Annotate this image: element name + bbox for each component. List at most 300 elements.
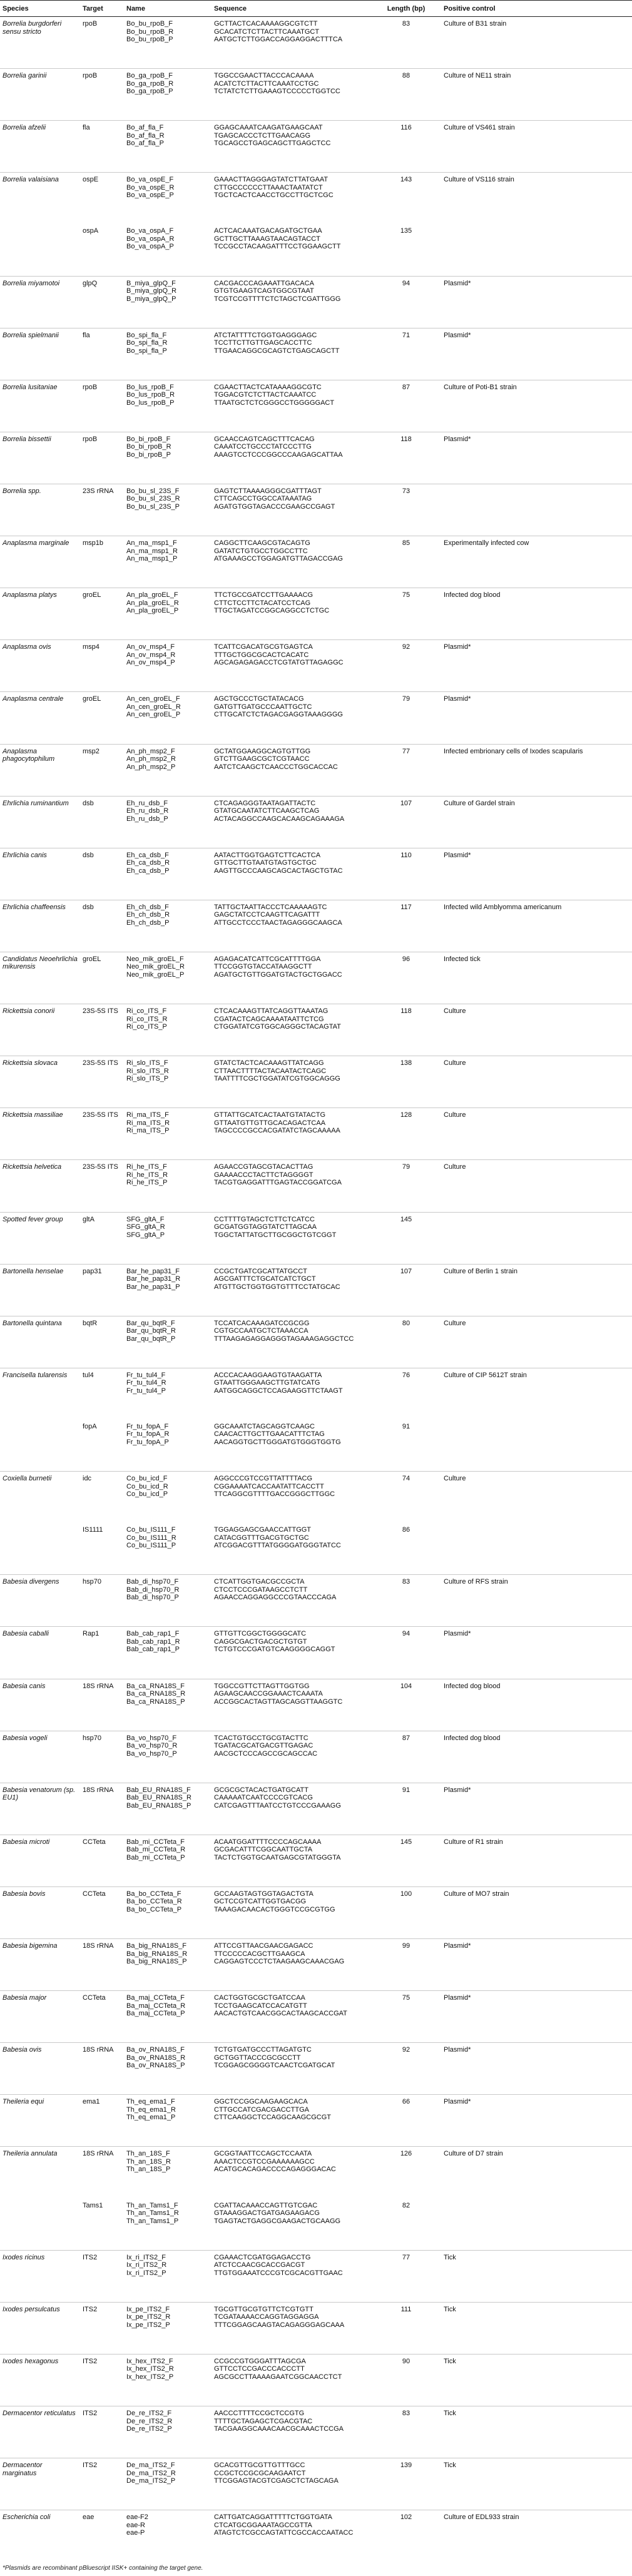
positive-control-cell: Infected wild Amblyomma americanum: [441, 900, 632, 952]
positive-control-cell: Culture: [441, 1316, 632, 1368]
primer-name: Ba_bo_CCTeta_R: [126, 1898, 182, 1906]
sequence-cell: [212, 1212, 371, 1264]
name-cell: [124, 1472, 212, 1524]
primer-name: Ri_he_ITS_R: [126, 1171, 168, 1179]
sequence-cell: [212, 2302, 371, 2354]
length-cell: 79: [371, 1160, 441, 1212]
species-cell: Babesia bovis: [0, 1886, 80, 1938]
primer-sequence: AACAGGTGCTTGGGATGTGGGTGGTG: [214, 1438, 341, 1446]
primer-name: Eh_ca_dsb_F: [126, 851, 169, 859]
species-cell: Babesia ovis: [0, 2043, 80, 2095]
positive-control-cell: Tick: [441, 2458, 632, 2510]
primer-name: Eh_ch_dsb_R: [126, 911, 170, 919]
name-cell: [124, 1627, 212, 1679]
target-cell: CCTeta: [80, 1886, 124, 1938]
sequence-cell: [212, 744, 371, 796]
table-row: [0, 2458, 632, 2510]
species-cell: Babesia canis: [0, 1679, 80, 1731]
sequence-cell: [212, 1575, 371, 1627]
length-cell: 76: [371, 1368, 441, 1420]
target-cell: fla: [80, 328, 124, 380]
length-cell: 66: [371, 2095, 441, 2147]
name-cell: [124, 121, 212, 173]
sequence-cell: [212, 380, 371, 432]
primer-name: Ba_vo_hsp70_R: [126, 1742, 178, 1750]
table-row: [0, 484, 632, 536]
primer-name: SFG_gltA_R: [126, 1223, 165, 1231]
name-cell: [124, 432, 212, 484]
primer-sequence: CACTGGTGCGCTGATCCAA: [214, 1994, 305, 2002]
positive-control-cell: Plasmid*: [441, 328, 632, 380]
target-cell: rpoB: [80, 432, 124, 484]
primer-sequence: CAGGCGACTGACGCTGTGT: [214, 1637, 307, 1646]
target-cell: groEL: [80, 952, 124, 1004]
sequence-cell: [212, 900, 371, 952]
primer-sequence: GTATCTACTCACAAAGTTATCAGG: [214, 1059, 324, 1067]
target-cell: groEL: [80, 588, 124, 640]
primer-sequence: TTGAACAGGCGCAGTCTGAGCAGCTT: [214, 347, 340, 355]
target-cell: msp1b: [80, 536, 124, 588]
primer-sequence: AGCAGAGAGACCTCGTATGTTAGAGGC: [214, 659, 344, 667]
table-row: [0, 1939, 632, 1991]
positive-control-cell: Tick: [441, 2250, 632, 2302]
positive-control-cell: Culture: [441, 1160, 632, 1212]
length-cell: 73: [371, 484, 441, 536]
primer-sequence: TGGCCGAACTTACCCACAAAA: [214, 72, 314, 80]
primer-name: De_ma_ITS2_F: [126, 2461, 175, 2470]
primer-name: Ri_ma_ITS_P: [126, 1127, 170, 1135]
target-cell: 18S rRNA: [80, 2043, 124, 2095]
target-cell: ITS2: [80, 2406, 124, 2458]
primer-name: Ix_pe_ITS2_F: [126, 2305, 170, 2313]
primer-sequence: TAAAGACAACACTGGGTCCGCGTGG: [214, 1905, 335, 1913]
sequence-cell: [212, 2199, 371, 2251]
primer-sequence: CTCACAAAGTTATCAGGTTAAATAG: [214, 1007, 329, 1016]
primer-sequence: CATACGGTTTGACGTGCTGC: [214, 1534, 309, 1542]
sequence-cell: [212, 1160, 371, 1212]
length-cell: 91: [402, 1422, 410, 1430]
length-cell: 77: [371, 2250, 441, 2302]
primer-name: Ri_co_ITS_F: [126, 1007, 167, 1016]
length-cell: 83: [371, 2406, 441, 2458]
primer-sequence: GCGATGGTAGGTATCTTAGCAA: [214, 1223, 317, 1231]
primer-sequence: AGATGCTGTTGGATGTACTGCTGGACC: [214, 970, 342, 979]
target-cell: rpoB: [80, 69, 124, 121]
name-cell: [124, 380, 212, 432]
primer-name: B_miya_glpQ_F: [126, 279, 176, 287]
primer-sequence: TGAGCACCCTCTTGAACAGG: [214, 131, 311, 140]
length-cell: 104: [371, 1679, 441, 1731]
target-cell: fla: [80, 121, 124, 173]
primer-name: Ba_ca_RNA18S_R: [126, 1690, 186, 1698]
species-cell: Ehrlichia ruminantium: [0, 796, 80, 848]
length-cell: 128: [371, 1108, 441, 1160]
primer-name: Ba_bo_CCTeta_F: [126, 1890, 181, 1898]
primer-sequence: CTTGCCATCGACGACCTTGA: [214, 2105, 309, 2114]
primer-sequence: TTAATGCTCTCGGGCCTGGGGGACT: [214, 399, 335, 407]
target-cell: 23S-5S ITS: [80, 1004, 124, 1056]
species-cell: Anaplasma platys: [0, 588, 80, 640]
species-cell: Borrelia valaisiana: [0, 173, 80, 225]
species-cell: Theileria annulata: [0, 2147, 80, 2199]
name-cell: [124, 2458, 212, 2510]
name-cell: [124, 1575, 212, 1627]
primer-sequence: CGAACTTACTCATAAAAGGCGTC: [214, 383, 322, 391]
sequence-cell: [212, 1472, 371, 1524]
primer-sequence: CAGGAGTCCCTCTAAGAAGCAAACGAG: [214, 1958, 345, 1966]
primer-name: Eh_ru_dsb_P: [126, 815, 168, 823]
primer-name: B_miya_glpQ_R: [126, 287, 177, 295]
target-cell: ITS2: [80, 2250, 124, 2302]
primer-name: Bo_lus_rpoB_F: [126, 383, 174, 391]
sequence-cell: [212, 1523, 371, 1575]
name-cell: [124, 2302, 212, 2354]
table-row: [0, 2043, 632, 2095]
target-cell: rpoB: [80, 380, 124, 432]
primer-name: An_ma_msp1_R: [126, 547, 178, 555]
primer-sequence: TGCAGCCTGAGCAGCTTGAGCTCC: [214, 140, 331, 148]
primer-name: Bo_va_ospE_R: [126, 183, 175, 191]
length-cell: 100: [371, 1886, 441, 1938]
primer-sequence: AAGTTGCCCAAGCAGCACTAGCTGTAC: [214, 867, 343, 875]
primer-sequence: TTCTGCCGATCCTTGAAAACG: [214, 591, 313, 599]
primer-sequence: TCTGTGATGCCCTTAGATGTC: [214, 2046, 312, 2054]
positive-control-cell: Culture: [441, 1472, 632, 1524]
species-cell: Rickettsia massiliae: [0, 1108, 80, 1160]
target-cell: fopA: [83, 1422, 97, 1430]
primer-sequence: GGCAAATCTAGCAGGTCAAGC: [214, 1422, 315, 1430]
primer-name: SFG_gltA_F: [126, 1215, 165, 1223]
primer-sequence: TTCCCCCACGCTTGAAGCA: [214, 1950, 305, 1958]
table-row: [0, 328, 632, 380]
table-row: [0, 2510, 632, 2562]
primer-sequence: GGAGCAAATCAAGATGAAGCAAT: [214, 124, 323, 132]
positive-control-cell: Culture of CIP 5612T strain: [441, 1368, 632, 1420]
primer-sequence: TAATTTTCGCTGGATATCGTGGCAGGG: [214, 1075, 340, 1083]
sequence-cell: [212, 536, 371, 588]
name-cell: [124, 1160, 212, 1212]
length-cell: 75: [371, 1991, 441, 2043]
species-cell: Anaplasma centrale: [0, 692, 80, 744]
sequence-cell: [212, 17, 371, 69]
primer-name: An_ma_msp1_P: [126, 555, 178, 563]
header-length: Length (bp): [371, 1, 441, 17]
length-cell: 118: [371, 1004, 441, 1056]
primer-sequence: CAAAAATCAATCCCCGTCACG: [214, 1794, 313, 1802]
length-cell: 82: [402, 2201, 410, 2209]
primer-sequence: AGCTGCCCTGCTATACACG: [214, 695, 304, 703]
sequence-cell: [212, 1731, 371, 1783]
name-cell: [124, 2510, 212, 2562]
table-row: [0, 2250, 632, 2302]
primer-sequence: ATCTCCAACGCACCGACGT: [214, 2261, 305, 2269]
table-row: [0, 1679, 632, 1731]
primer-sequence: CGTGCCAATGCTCTAAACCA: [214, 1327, 308, 1335]
primer-name: Eh_ca_dsb_R: [126, 859, 170, 867]
primer-sequence: CTTCTCCTTCTACATCCTCAG: [214, 599, 311, 607]
positive-control-cell: Culture of Poti-B1 strain: [441, 380, 632, 432]
primer-sequence: CCGCCGTGGGATTTAGCGA: [214, 2357, 306, 2365]
primer-name: Ix_ri_ITS2_F: [126, 2253, 166, 2261]
primer-name: Ri_slo_ITS_F: [126, 1059, 168, 1067]
primer-sequence: TGGACGTCTCTTACTCAAATCC: [214, 391, 317, 399]
primer-name: Ix_pe_ITS2_R: [126, 2313, 171, 2321]
name-cell: [124, 2406, 212, 2458]
length-cell: 79: [371, 692, 441, 744]
primer-sequence: ACTACAGGCCAAGCACAAGCAGAAAGA: [214, 815, 345, 823]
primer-sequence: GCGGTAATTCCAGCTCCAATA: [214, 2150, 312, 2158]
name-cell: [124, 1212, 212, 1264]
primer-name: An_pla_groEL_F: [126, 591, 178, 599]
primer-sequence: ATCGGACGTTTATGGGGATGGGTATCC: [214, 1542, 341, 1550]
length-cell: 110: [371, 848, 441, 900]
positive-control-cell: Infected dog blood: [441, 588, 632, 640]
primer-name: Ix_pe_ITS2_P: [126, 2321, 170, 2329]
primer-name: Ba_ov_RNA18S_R: [126, 2054, 186, 2062]
primer-name: De_re_ITS2_F: [126, 2410, 172, 2418]
primer-sequence: AGATGTGGTAGACCCGAAGCCGAGT: [214, 502, 335, 511]
species-cell: Babesia venatorum (sp. EU1): [0, 1783, 80, 1835]
species-cell: Francisella tularensis: [0, 1368, 80, 1420]
primer-name: Ba_big_RNA18S_P: [126, 1958, 187, 1966]
target-cell: ITS2: [80, 2302, 124, 2354]
primer-sequence: AACACTGTCAACGGCACTAAGCACCGAT: [214, 2010, 347, 2018]
primer-sequence: TCATTCGACATGCGTGAGTCA: [214, 643, 313, 651]
primer-sequence: CAGGCTTCAAGCGTACAGTG: [214, 539, 310, 547]
target-cell: 18S rRNA: [80, 2147, 124, 2199]
length-cell: 92: [371, 2043, 441, 2095]
primer-name: Ix_ri_ITS2_P: [126, 2269, 166, 2277]
primer-name: Th_an_Tams1_P: [126, 2217, 179, 2225]
primer-name: Bo_ga_rpoB_F: [126, 72, 173, 80]
sequence-cell: [212, 1108, 371, 1160]
target-cell: Rap1: [80, 1627, 124, 1679]
target-cell: rpoB: [80, 17, 124, 69]
sequence-cell: [212, 796, 371, 848]
target-cell: CCTeta: [80, 1991, 124, 2043]
primer-sequence: ATGAAAGCCTGGAGATGTTAGACCGAG: [214, 555, 343, 563]
species-cell: Spotted fever group: [0, 1212, 80, 1264]
positive-control-cell: Culture of D7 strain: [441, 2147, 632, 2199]
table-row: [0, 173, 632, 225]
primer-name: Th_an_Tams1_F: [126, 2201, 178, 2209]
length-cell: 139: [371, 2458, 441, 2510]
primer-name: An_ph_msp2_F: [126, 747, 175, 755]
target-cell: 18S rRNA: [80, 1939, 124, 1991]
primer-sequence: TCTGTCCCGATGTCAAGGGGCAGGT: [214, 1646, 335, 1654]
primer-name: An_ph_msp2_R: [126, 755, 176, 763]
primer-name: Eh_ca_dsb_P: [126, 867, 170, 875]
primer-sequence: TGAGTACTGAGGCGAAGACTGCAAGG: [214, 2217, 341, 2225]
positive-control-cell: Plasmid*: [441, 848, 632, 900]
primer-name: Co_bu_icd_P: [126, 1490, 168, 1499]
target-cell: 18S rRNA: [80, 1679, 124, 1731]
primer-sequence: GTTCCTCCGACCCACCCTT: [214, 2365, 305, 2373]
primer-sequence: AAAGTCCTCCCGGCCCAAGAGCATTAA: [214, 451, 343, 459]
primer-sequence: GTCTTGAAGCGCTCGTAACC: [214, 755, 310, 763]
primer-name: An_ov_msp4_P: [126, 659, 175, 667]
table-row: [0, 1212, 632, 1264]
species-cell: Rickettsia conorii: [0, 1004, 80, 1056]
length-cell: 85: [371, 536, 441, 588]
primer-name: Eh_ru_dsb_F: [126, 799, 168, 807]
primer-name: Ix_hex_ITS2_P: [126, 2373, 174, 2381]
primer-sequence: AGAACCAGGAGGCCCGTAACCCAGA: [214, 1594, 337, 1602]
table-row: [0, 224, 632, 276]
primer-name: Fr_tu_tul4_R: [126, 1379, 166, 1387]
primer-name: Eh_ru_dsb_R: [126, 807, 169, 815]
primer-sequence: CGGAAAATCACCAATATTCACCTT: [214, 1482, 324, 1490]
header-target: Target: [80, 1, 124, 17]
primer-name: Co_bu_IS111_P: [126, 1542, 176, 1550]
primer-name: Bo_va_ospA_P: [126, 243, 174, 251]
primer-sequence: TTTTGCTAGAGCTCGACGTAC: [214, 2417, 313, 2425]
name-cell: [124, 900, 212, 952]
target-cell: CCTeta: [80, 1835, 124, 1886]
positive-control-cell: [441, 1212, 632, 1264]
species-cell: Babesia bigemina: [0, 1939, 80, 1991]
primer-name: Bab_di_hsp70_P: [126, 1594, 179, 1602]
sequence-cell: [212, 2095, 371, 2147]
primer-sequence: AGAAGCAACCGGAAACTCAAATA: [214, 1690, 323, 1698]
primer-name: Bar_qu_bqtR_R: [126, 1327, 176, 1335]
primer-name: Th_eq_ema1_F: [126, 2098, 175, 2106]
species-cell: Bartonella quintana: [0, 1316, 80, 1368]
table-row: [0, 640, 632, 692]
primer-sequence: TACGTGAGGATTTGAGTACCGGATCGA: [214, 1179, 342, 1187]
sequence-cell: [212, 2043, 371, 2095]
species-cell: Babesia microti: [0, 1835, 80, 1886]
length-cell: 87: [371, 1731, 441, 1783]
primer-name: Bab_cab_rap1_R: [126, 1637, 180, 1646]
sequence-cell: [212, 276, 371, 328]
name-cell: [124, 692, 212, 744]
table-row: [0, 1004, 632, 1056]
sequence-cell: [212, 640, 371, 692]
sequence-cell: [212, 1783, 371, 1835]
table-row: [0, 2354, 632, 2406]
positive-control-cell: Tick: [441, 2302, 632, 2354]
primer-name: An_ov_msp4_F: [126, 643, 175, 651]
positive-control-cell: Culture of NE11 strain: [441, 69, 632, 121]
primer-name: Th_eq_ema1_R: [126, 2105, 176, 2114]
primer-sequence: GAGTCTTAAAAGGGCGATTTAGT: [214, 487, 322, 495]
name-cell: [124, 1264, 212, 1316]
table-row: [0, 1783, 632, 1835]
primer-sequence: TCCTGAAGCATCCACATGTT: [214, 2002, 307, 2010]
primer-sequence: TCACTGTGCCTGCGTACTTC: [214, 1734, 308, 1742]
primer-sequence: ACCGGCACTAGTTAGCAGGTTAAGGTC: [214, 1698, 343, 1706]
name-cell: [124, 69, 212, 121]
primer-sequence: CTTGCATCTCTAGACGAGGTAAAGGGG: [214, 711, 343, 719]
positive-control-cell: Plasmid*: [441, 692, 632, 744]
name-cell: [124, 328, 212, 380]
species-cell: Anaplasma ovis: [0, 640, 80, 692]
sequence-cell: [212, 1991, 371, 2043]
primer-sequence: CCGCTGATCGCATTATGCCT: [214, 1267, 307, 1275]
positive-control-cell: Tick: [441, 2354, 632, 2406]
target-cell: dsb: [80, 796, 124, 848]
primer-name: Co_bu_IS111_F: [126, 1526, 176, 1534]
sequence-cell: [212, 1886, 371, 1938]
header-species: Species: [0, 1, 80, 17]
primer-sequence: CGATTACAAACCAGTTGTCGAC: [214, 2201, 318, 2209]
sequence-cell: [212, 588, 371, 640]
sequence-cell: [212, 2510, 371, 2562]
primer-name: Neo_mik_groEL_F: [126, 955, 184, 963]
sequence-cell: [212, 2354, 371, 2406]
name-cell: [124, 640, 212, 692]
primer-name: Co_bu_icd_R: [126, 1482, 168, 1490]
target-cell: eae: [80, 2510, 124, 2562]
primer-name: Fr_tu_fopA_F: [126, 1422, 169, 1430]
primer-name: Ba_vo_hsp70_P: [126, 1749, 177, 1758]
length-cell: 107: [371, 1264, 441, 1316]
species-cell: Borrelia garinii: [0, 69, 80, 121]
primer-sequence: CATTGATCAGGATTTTTCTGGTGATA: [214, 2513, 333, 2522]
primer-sequence: ACATGCACAGACCCCAGAGGGACAC: [214, 2166, 336, 2174]
species-cell: Anaplasma phagocytophilum: [0, 744, 80, 796]
name-cell: [124, 1108, 212, 1160]
target-cell: 23S-5S ITS: [80, 1160, 124, 1212]
length-cell: 77: [371, 744, 441, 796]
primer-sequence: AGGCCCGTCCGTTATTTTACG: [214, 1475, 313, 1483]
length-cell: 80: [371, 1316, 441, 1368]
species-cell: Borrelia spielmanii: [0, 328, 80, 380]
primer-name: Ba_ca_RNA18S_P: [126, 1698, 185, 1706]
sequence-cell: [212, 69, 371, 121]
target-cell: glpQ: [80, 276, 124, 328]
primer-name: Bab_mi_CCTeta_F: [126, 1838, 185, 1846]
primer-sequence: GTTAATGTTGTTGCACAGACTCAA: [214, 1119, 326, 1127]
primer-sequence: GTGTGAAGTCAGTGGCGTAAT: [214, 287, 314, 295]
length-cell: 118: [371, 432, 441, 484]
name-cell: [124, 1523, 212, 1575]
primer-sequence: GCTTGCTTAAAGTAACAGTACCT: [214, 235, 320, 243]
primer-name: An_cen_groEL_R: [126, 703, 181, 711]
sequence-cell: [212, 1679, 371, 1731]
table-row: [0, 380, 632, 432]
length-cell: 86: [402, 1526, 410, 1534]
positive-control-cell: [441, 1420, 632, 1472]
primer-name: Th_an_18S_P: [126, 2166, 171, 2174]
target-cell: Tams1: [83, 2201, 103, 2209]
target-cell: IS1111: [83, 1526, 103, 1534]
name-cell: [124, 1368, 212, 1420]
primer-name: Neo_mik_groEL_R: [126, 963, 185, 971]
positive-control-cell: Infected dog blood: [441, 1731, 632, 1783]
primer-sequence: GCTTACTCACAAAAGGCGTCTT: [214, 20, 318, 28]
primer-sequence: TTTAAGAGAGGAGGGTAGAAAGAGGCTCC: [214, 1335, 354, 1343]
length-cell: 143: [371, 173, 441, 225]
primer-name: An_cen_groEL_P: [126, 711, 181, 719]
length-cell: 74: [371, 1472, 441, 1524]
name-cell: [124, 796, 212, 848]
sequence-cell: [212, 484, 371, 536]
name-cell: [124, 952, 212, 1004]
positive-control-cell: Culture of EDL933 strain: [441, 2510, 632, 2562]
length-cell: 88: [371, 69, 441, 121]
name-cell: [124, 2354, 212, 2406]
target-cell: ema1: [80, 2095, 124, 2147]
table-row: [0, 1472, 632, 1524]
primer-name: Bab_cab_rap1_P: [126, 1646, 180, 1654]
species-cell: Babesia major: [0, 1991, 80, 2043]
primer-sequence: TTGCTAGATCCGGCAGGCCTCTGC: [214, 607, 330, 615]
primer-sequence: CATCGAGTTTAATCCTGTCCCGAAAGG: [214, 1801, 341, 1810]
species-cell: Borrelia miyamotoi: [0, 276, 80, 328]
primer-sequence: CCTTTTGTAGCTCTTCTCATCC: [214, 1215, 315, 1223]
